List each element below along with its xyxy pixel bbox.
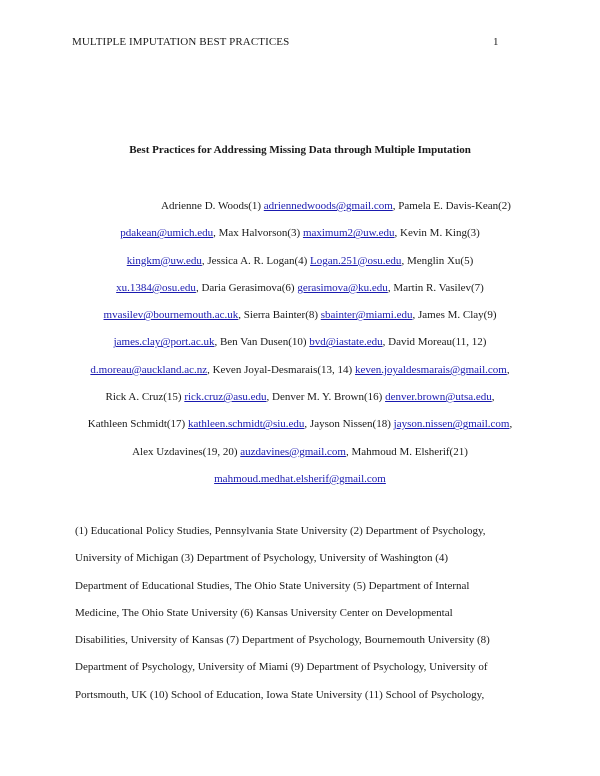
author-line — [66, 275, 534, 302]
author-name: , Pamela E. Davis-Kean(2) — [392, 200, 511, 212]
author-name: , Menglin Xu(5) — [401, 254, 474, 267]
affiliation-line: Medicine, The Ohio State University (6) Kansas University Center on Developmental — [75, 606, 453, 619]
author-line — [66, 302, 534, 329]
author-line — [66, 357, 534, 384]
author-name: Rick A. Cruz(15) — [105, 391, 185, 404]
author-name: , Jayson Nissen(18) — [304, 418, 394, 431]
author-line — [66, 384, 534, 411]
author-name: , Ben Van Dusen(10) — [214, 336, 310, 349]
page-number: 1 — [493, 36, 499, 48]
author-email-link[interactable]: d.moreau@auckland.ac.nz — [90, 363, 208, 376]
author-line — [66, 439, 534, 466]
author-email-link[interactable]: xu.1384@osu.edu — [116, 281, 196, 294]
affiliation-line: Portsmouth, UK (10) School of Education, Iowa State University (11) School of Psychology, — [75, 688, 485, 701]
author-name: , David Moreau(11, 12) — [382, 336, 487, 349]
affiliation-line: Department of Psychology, University of Miami (9) Department of Psychology, University of — [75, 661, 488, 674]
author-email-link[interactable]: sbainter@miami.edu — [320, 309, 413, 322]
author-email-link[interactable]: denver.brown@utsa.edu — [385, 391, 492, 404]
author-email-link[interactable]: bvd@iastate.edu — [309, 336, 383, 349]
author-email-link[interactable]: rick.cruz@asu.edu — [184, 391, 267, 404]
affiliation-line: (1) Educational Policy Studies, Pennsylvania State University (2) Department of Psychology, — [75, 525, 486, 537]
author-email-link[interactable]: kathleen.schmidt@siu.edu — [187, 418, 305, 431]
punctuation: , — [506, 363, 510, 376]
author-name: Kathleen Schmidt(17) — [87, 418, 188, 431]
affiliation-line: University of Michigan (3) Department of Psychology, University of Washington (4) — [75, 552, 449, 565]
author-name: , James M. Clay(9) — [412, 309, 497, 322]
punctuation: , — [491, 391, 495, 404]
author-email-link[interactable]: mvasilev@bournemouth.ac.uk — [103, 309, 239, 322]
punctuation: , — [509, 418, 513, 431]
author-name: , Sierra Bainter(8) — [238, 309, 321, 322]
author-email-link[interactable]: gerasimova@ku.edu — [297, 281, 388, 294]
author-line — [66, 193, 534, 220]
author-email-link[interactable]: james.clay@port.ac.uk — [113, 336, 215, 349]
paper-title: Best Practices for Addressing Missing Data through Multiple Imputation — [129, 144, 471, 156]
author-email-link[interactable]: pdakean@umich.edu — [120, 227, 214, 240]
author-email-link[interactable]: mahmoud.medhat.elsherif@gmail.com — [214, 472, 386, 485]
affiliation-line: Disabilities, University of Kansas (7) Department of Psychology, Bournemouth University (8) — [75, 634, 490, 647]
author-name: Adrienne D. Woods(1) — [161, 200, 264, 212]
author-name: , Martin R. Vasilev(7) — [387, 281, 484, 294]
author-line — [66, 248, 534, 275]
author-email-link[interactable]: maximum2@uw.edu — [302, 227, 395, 240]
author-line — [66, 329, 534, 356]
author-line — [66, 411, 534, 438]
author-name: , Jessica A. R. Logan(4) — [201, 254, 311, 267]
author-name: , Daria Gerasimova(6) — [195, 281, 298, 294]
author-line — [66, 466, 534, 493]
author-name: , Keven Joyal-Desmarais(13, 14) — [207, 363, 355, 376]
author-line — [66, 220, 534, 247]
author-list — [66, 193, 534, 493]
author-name: , Max Halvorson(3) — [213, 227, 303, 240]
author-email-link[interactable]: kingkm@uw.edu — [126, 254, 202, 267]
running-head: MULTIPLE IMPUTATION BEST PRACTICES — [72, 36, 290, 48]
author-email-link[interactable]: auzdavines@gmail.com — [240, 445, 346, 458]
author-email-link[interactable]: Logan.251@osu.edu — [310, 254, 402, 267]
author-name: Alex Uzdavines(19, 20) — [132, 445, 241, 458]
author-name: , Mahmoud M. Elsherif(21) — [345, 445, 468, 458]
author-email-link[interactable]: keven.joyaldesmarais@gmail.com — [354, 363, 507, 376]
affiliations — [75, 518, 530, 709]
affiliation-line: Department of Educational Studies, The Ohio State University (5) Department of Internal — [75, 579, 470, 592]
author-name: , Kevin M. King(3) — [394, 227, 480, 240]
author-email-link[interactable]: jayson.nissen@gmail.com — [393, 418, 510, 431]
author-name: , Denver M. Y. Brown(16) — [266, 391, 386, 404]
author-email-link[interactable]: adriennedwoods@gmail.com — [263, 200, 393, 212]
